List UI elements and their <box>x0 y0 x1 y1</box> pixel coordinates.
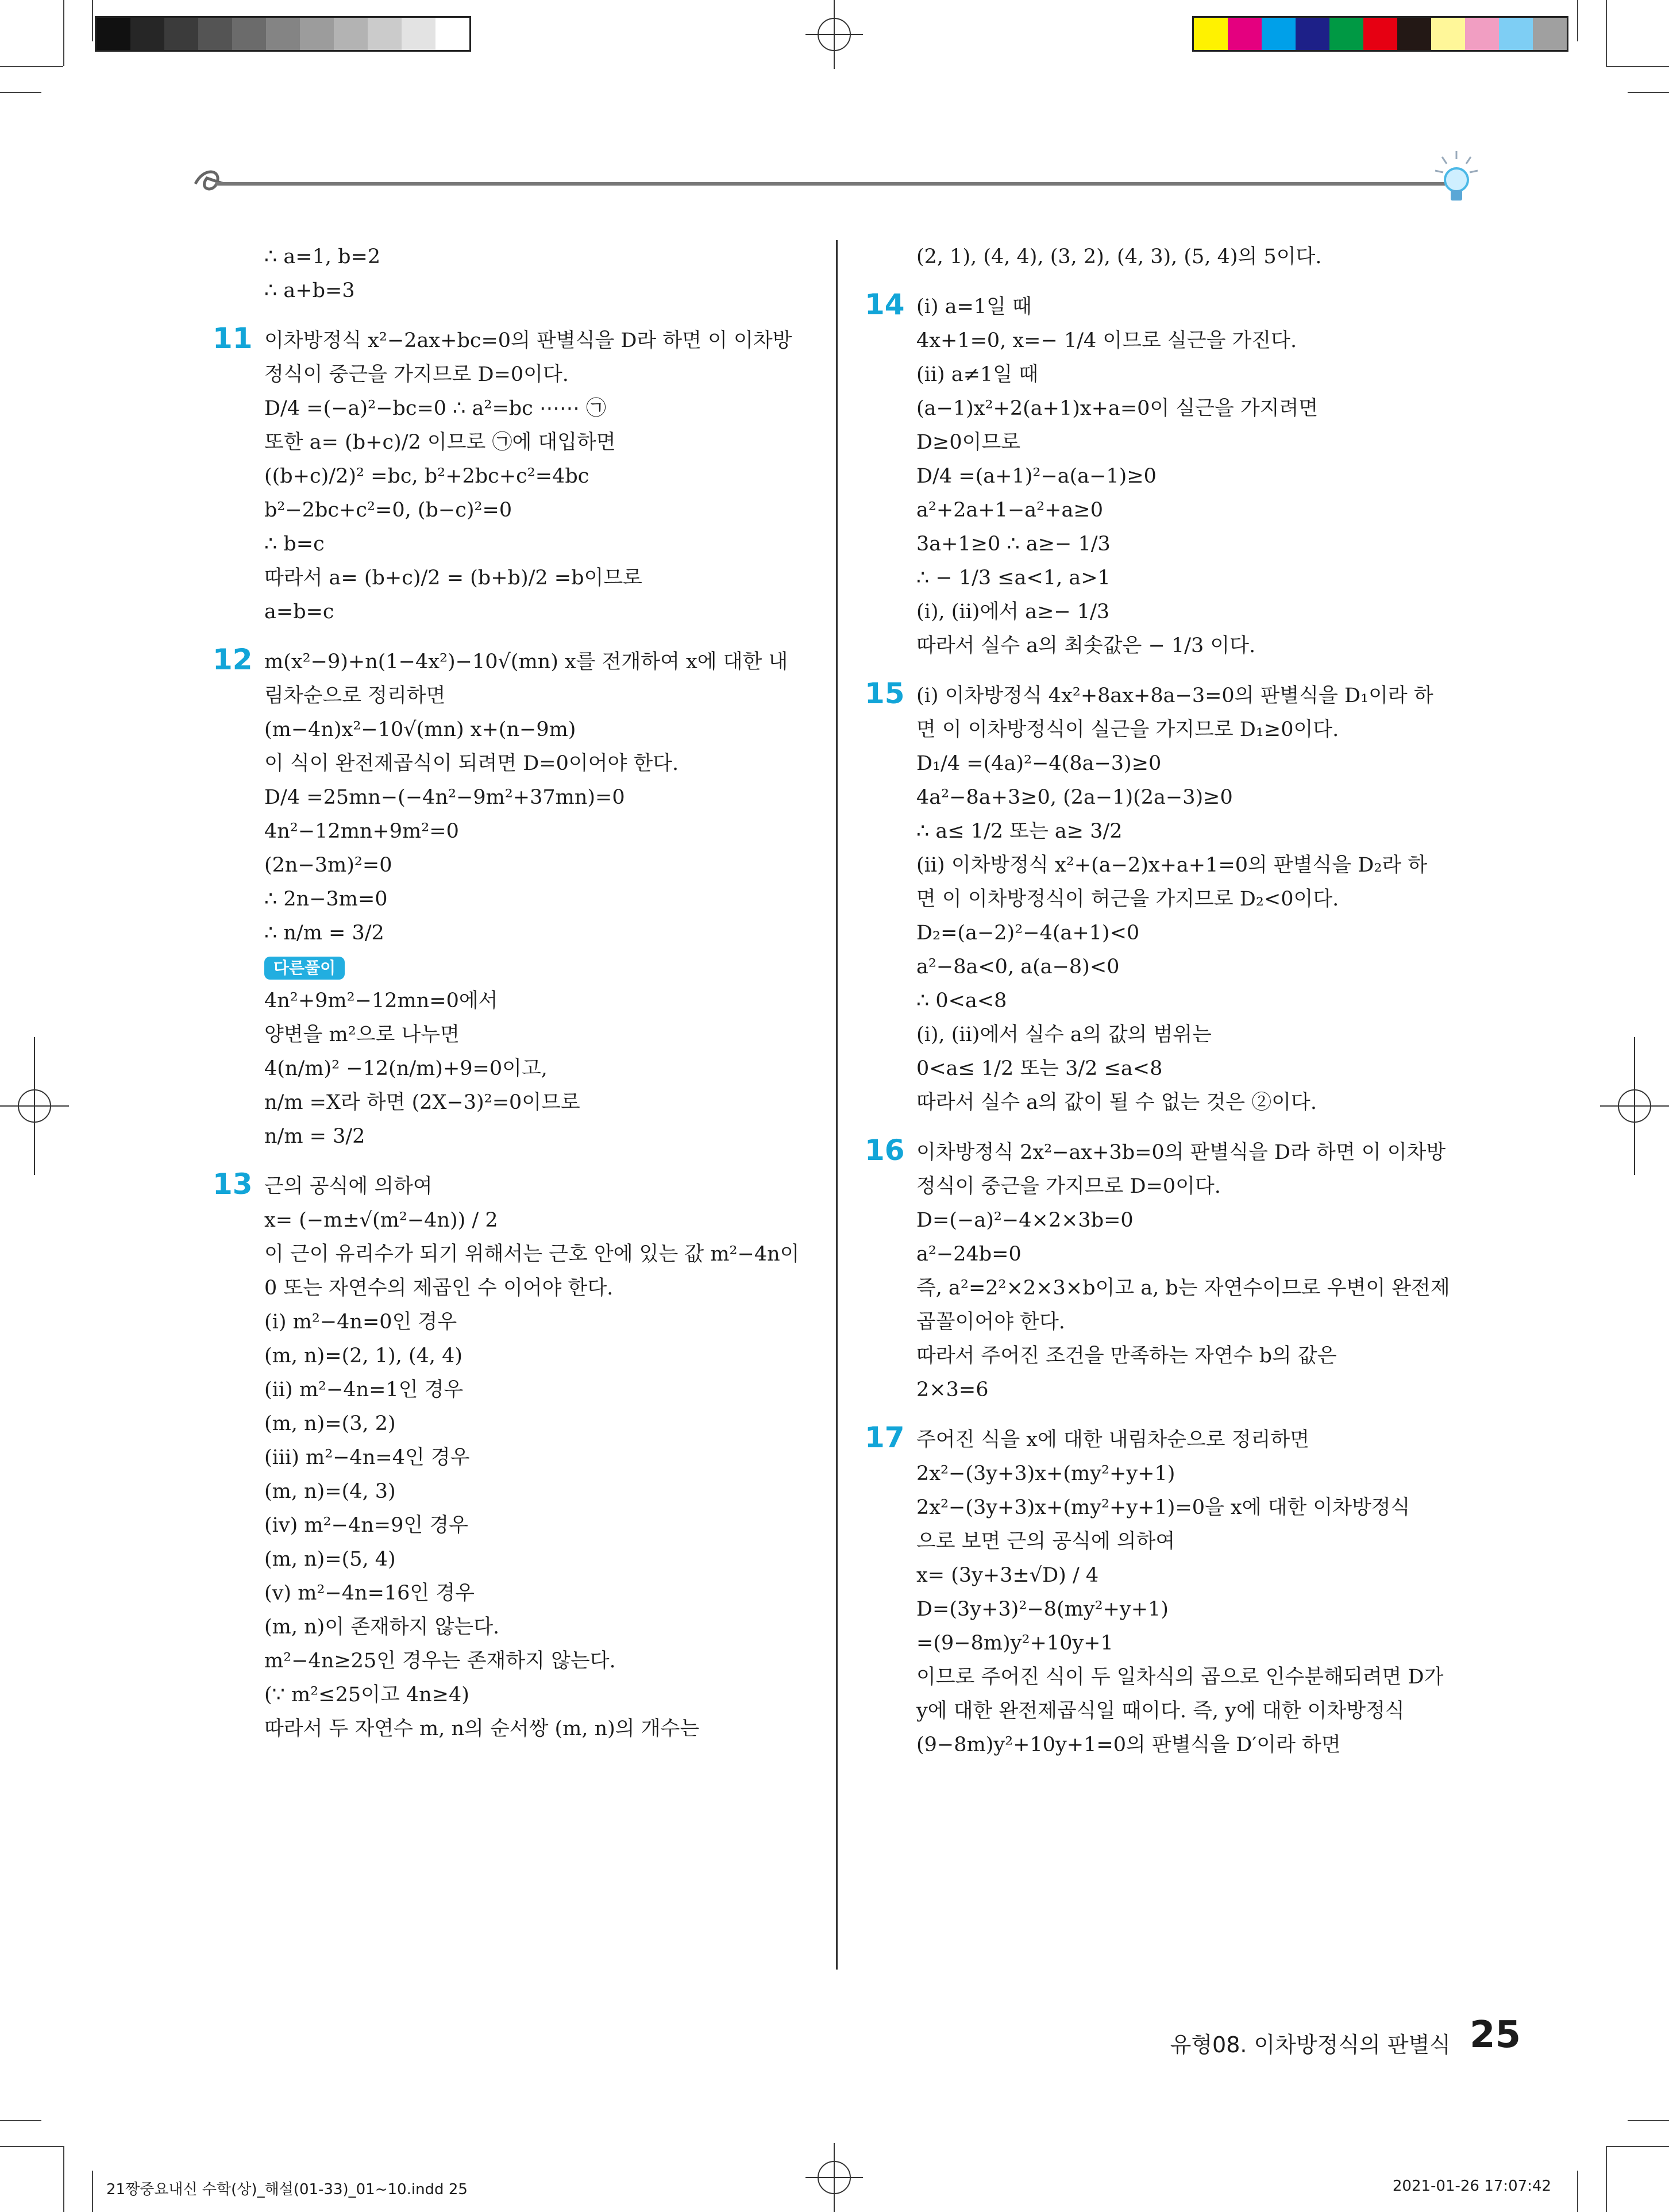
page-number: 25 <box>1469 2014 1521 2056</box>
solution-line: D≥0이므로 <box>916 431 1021 454</box>
problem-number: 16 <box>865 1134 905 1167</box>
alt-solution-line: 양변을 m²으로 나누면 <box>264 1023 460 1046</box>
solution-line: 이므로 주어진 식이 두 일차식의 곱으로 인수분해되려면 D가 <box>916 1666 1444 1689</box>
solution-line: D₁/4 =(4a)²−4(8a−3)≥0 <box>916 752 1162 775</box>
alt-solution-line: n/m =X라 하면 (2X−3)²=0이므로 <box>264 1091 580 1114</box>
solution-line: ∴ n/m = 3/2 <box>264 922 384 945</box>
solution-line: a²+2a+1−a²+a≥0 <box>916 499 1103 522</box>
solution-line: 따라서 주어진 조건을 만족하는 자연수 b의 값은 <box>916 1344 1337 1367</box>
solution-line: ∴ − 1/3 ≤a<1, a>1 <box>916 567 1111 589</box>
solution-line: x= (3y+3±√D) / 4 <box>916 1564 1099 1587</box>
solution-line: (ⅰ) a=1일 때 <box>916 295 1032 318</box>
problem-number: 11 <box>213 322 253 355</box>
solution-line: (m, n)=(5, 4) <box>264 1548 396 1571</box>
solution-line: (ⅲ) m²−4n=4인 경우 <box>264 1446 470 1469</box>
swatch <box>1363 18 1397 50</box>
left-column <box>213 240 804 1746</box>
solution-line: 또한 a= (b+c)/2 이므로 ㉠에 대입하면 <box>264 431 616 454</box>
solution-line: ((b+c)/2)² =bc, b²+2bc+c²=4bc <box>264 465 589 488</box>
swatch <box>1431 18 1465 50</box>
swatch <box>130 18 164 50</box>
color-calibration-bar <box>1192 16 1568 52</box>
problem-number: 13 <box>213 1167 253 1201</box>
right-column <box>865 240 1462 1762</box>
solution-line: ∴ a=1, b=2 <box>264 245 381 268</box>
solution-line: (ⅰ), (ⅱ)에서 실수 a의 값의 범위는 <box>916 1023 1212 1046</box>
solution-line: (2, 1), (4, 4), (3, 2), (4, 3), (5, 4)의 5이다. <box>916 245 1322 268</box>
solution-line: 정식이 중근을 가지므로 D=0이다. <box>264 363 569 386</box>
solution-line: 3a+1≥0 ∴ a≥− 1/3 <box>916 533 1111 556</box>
solution-line: 4x+1=0, x=− 1/4 이므로 실근을 가진다. <box>916 329 1297 352</box>
solution-line: (ⅰ) 이차방정식 4x²+8ax+8a−3=0의 판별식을 D₁이라 하 <box>916 684 1433 707</box>
alt-solution-line: 4n²+9m²−12mn=0에서 <box>264 989 498 1012</box>
swatch <box>266 18 300 50</box>
solution-line: ∴ b=c <box>264 533 325 556</box>
problem-number: 12 <box>213 643 253 676</box>
swatch <box>402 18 435 50</box>
solution-line: 즉, a²=2²×2×3×b이고 a, b는 자연수이므로 우변이 완전제 <box>916 1277 1450 1300</box>
solution-line: 0 또는 자연수의 제곱인 수 이어야 한다. <box>264 1277 614 1300</box>
problem-13 <box>213 1167 804 1746</box>
chapter-label: 유형08. 이차방정식의 판별식 <box>1170 2032 1451 2057</box>
solution-line: m²−4n≥25인 경우는 존재하지 않는다. <box>264 1650 616 1673</box>
solution-line: (m, n)=(3, 2) <box>264 1412 396 1435</box>
solution-line: (ⅰ) m²−4n=0인 경우 <box>264 1311 457 1334</box>
swatch <box>435 18 469 50</box>
solution-line: 면 이 이차방정식이 허근을 가지므로 D₂<0이다. <box>916 888 1339 911</box>
registration-mark-left <box>0 1037 69 1175</box>
solution-line: (2n−3m)²=0 <box>264 854 392 877</box>
alt-solution-row <box>264 950 804 984</box>
registration-mark-top <box>805 0 863 69</box>
column-divider <box>836 240 838 1970</box>
solution-line: 이차방정식 2x²−ax+3b=0의 판별식을 D라 하면 이 이차방 <box>916 1141 1446 1164</box>
solution-line: D/4 =25mn−(−4n²−9m²+37mn)=0 <box>264 786 625 809</box>
solution-line: (m, n)=(4, 3) <box>264 1480 396 1503</box>
solution-line: 4a²−8a+3≥0, (2a−1)(2a−3)≥0 <box>916 786 1233 809</box>
swatch <box>1262 18 1296 50</box>
solution-line: 4n²−12mn+9m²=0 <box>264 820 459 843</box>
solution-line: b²−2bc+c²=0, (b−c)²=0 <box>264 499 512 522</box>
solution-line: (9−8m)y²+10y+1=0의 판별식을 D′이라 하면 <box>916 1733 1341 1756</box>
alt-solution-line: n/m = 3/2 <box>264 1125 365 1148</box>
swatch <box>97 18 130 50</box>
solution-line: a²−8a<0, a(a−8)<0 <box>916 955 1120 978</box>
print-timestamp: 2021-01-26 17:07:42 <box>1392 2178 1551 2195</box>
problem-16 <box>865 1134 1462 1407</box>
solution-line: ∴ a≤ 1/2 또는 a≥ 3/2 <box>916 820 1123 843</box>
swatch <box>1397 18 1431 50</box>
registration-mark-bottom <box>805 2143 863 2212</box>
solution-line: ∴ 0<a<8 <box>916 989 1007 1012</box>
solution-line: (∵ m²≤25이고 4n≥4) <box>264 1683 469 1706</box>
grayscale-calibration-bar <box>95 16 471 52</box>
registration-mark-right <box>1600 1037 1669 1175</box>
swatch <box>1465 18 1499 50</box>
problem-number: 17 <box>865 1421 905 1454</box>
file-slug: 21짱중요내신 수학(상)_해설(01-33)_01~10.indd 25 <box>106 2181 468 2198</box>
solution-line: (ⅳ) m²−4n=9인 경우 <box>264 1514 468 1537</box>
solution-line: 따라서 a= (b+c)/2 = (b+b)/2 =b이므로 <box>264 567 642 589</box>
solution-line: 이차방정식 x²−2ax+bc=0의 판별식을 D라 하면 이 이차방 <box>264 329 792 352</box>
solution-line: ∴ 2n−3m=0 <box>264 888 388 911</box>
solution-line: (ⅱ) a≠1일 때 <box>916 363 1039 386</box>
swatch <box>334 18 368 50</box>
solution-line: 면 이 이차방정식이 실근을 가지므로 D₁≥0이다. <box>916 718 1339 741</box>
problem-12 <box>213 643 804 1154</box>
swatch <box>1296 18 1329 50</box>
solution-line: 이 식이 완전제곱식이 되려면 D=0이어야 한다. <box>264 752 679 775</box>
solution-line: ∴ a+b=3 <box>264 279 355 302</box>
solution-line: 근의 공식에 의하여 <box>264 1175 433 1198</box>
swatch <box>1533 18 1567 50</box>
solution-line: (m, n)=(2, 1), (4, 4) <box>264 1344 463 1367</box>
swatch <box>1194 18 1228 50</box>
solution-line: 림차순으로 정리하면 <box>264 684 446 707</box>
swatch <box>368 18 402 50</box>
solution-line: D=(3y+3)²−8(my²+y+1) <box>916 1598 1169 1621</box>
swatch <box>300 18 334 50</box>
solution-line: 따라서 실수 a의 최솟값은 − 1/3 이다. <box>916 634 1256 657</box>
problem-15 <box>865 677 1462 1120</box>
problem-number: 14 <box>865 288 905 321</box>
solution-line: a=b=c <box>264 600 334 623</box>
alt-solution-tag: 다른풀이 <box>264 957 345 980</box>
solution-line: m(x²−9)+n(1−4x²)−10√(mn) x를 전개하여 x에 대한 내 <box>264 650 788 673</box>
solution-line: a²−24b=0 <box>916 1243 1022 1266</box>
swatch <box>232 18 266 50</box>
swatch <box>198 18 232 50</box>
solution-line: (ⅱ) 이차방정식 x²+(a−2)x+a+1=0의 판별식을 D₂라 하 <box>916 854 1428 877</box>
header-rule <box>190 152 1500 215</box>
solution-line: 2x²−(3y+3)x+(my²+y+1) <box>916 1462 1175 1485</box>
swatch <box>1329 18 1363 50</box>
swatch <box>1499 18 1533 50</box>
solution-line: 이 근이 유리수가 되기 위해서는 근호 안에 있는 값 m²−4n이 <box>264 1243 800 1266</box>
problem-17 <box>865 1421 1462 1762</box>
solution-line: 곱꼴이어야 한다. <box>916 1311 1065 1334</box>
alt-solution-line: 4(n/m)² −12(n/m)+9=0이고, <box>264 1057 548 1080</box>
solution-line: x= (−m±√(m²−4n)) / 2 <box>264 1209 498 1232</box>
solution-line: y에 대한 완전제곱식일 때이다. 즉, y에 대한 이차방정식 <box>916 1700 1405 1722</box>
solution-line: 으로 보면 근의 공식에 의하여 <box>916 1530 1175 1553</box>
solution-line: (a−1)x²+2(a+1)x+a=0이 실근을 가지려면 <box>916 397 1319 420</box>
solution-line: 정식이 중근을 가지므로 D=0이다. <box>916 1175 1221 1198</box>
solution-line: D₂=(a−2)²−4(a+1)<0 <box>916 922 1140 945</box>
solution-line: 따라서 두 자연수 m, n의 순서쌍 (m, n)의 개수는 <box>264 1717 700 1740</box>
solution-line: (m, n)이 존재하지 않는다. <box>264 1616 500 1639</box>
solution-line: 2x²−(3y+3)x+(my²+y+1)=0을 x에 대한 이차방정식 <box>916 1496 1410 1519</box>
solution-line: =(9−8m)y²+10y+1 <box>916 1632 1113 1655</box>
problem-14 <box>865 288 1462 663</box>
solution-line: (ⅱ) m²−4n=1인 경우 <box>264 1378 464 1401</box>
problem-11 <box>213 322 804 629</box>
swatch <box>164 18 198 50</box>
solution-line: 2×3=6 <box>916 1378 989 1401</box>
solution-line: (ⅰ), (ⅱ)에서 a≥− 1/3 <box>916 600 1110 623</box>
lightbulb-icon <box>1431 147 1482 210</box>
solution-line: 따라서 실수 a의 값이 될 수 없는 것은 ②이다. <box>916 1091 1317 1114</box>
solution-line: D/4 =(−a)²−bc=0 ∴ a²=bc ⋯⋯ ㉠ <box>264 397 607 420</box>
solution-line: 주어진 식을 x에 대한 내림차순으로 정리하면 <box>916 1428 1309 1451</box>
solution-line: D/4 =(a+1)²−a(a−1)≥0 <box>916 465 1157 488</box>
continued-solution <box>264 240 804 308</box>
problem-number: 15 <box>865 677 905 710</box>
swatch <box>1228 18 1262 50</box>
solution-line: (ⅴ) m²−4n=16인 경우 <box>264 1582 475 1605</box>
solution-line: 0<a≤ 1/2 또는 3/2 ≤a<8 <box>916 1057 1163 1080</box>
solution-line: D=(−a)²−4×2×3b=0 <box>916 1209 1134 1232</box>
continued-solution <box>916 240 1462 274</box>
solution-line: (m−4n)x²−10√(mn) x+(n−9m) <box>264 718 576 741</box>
